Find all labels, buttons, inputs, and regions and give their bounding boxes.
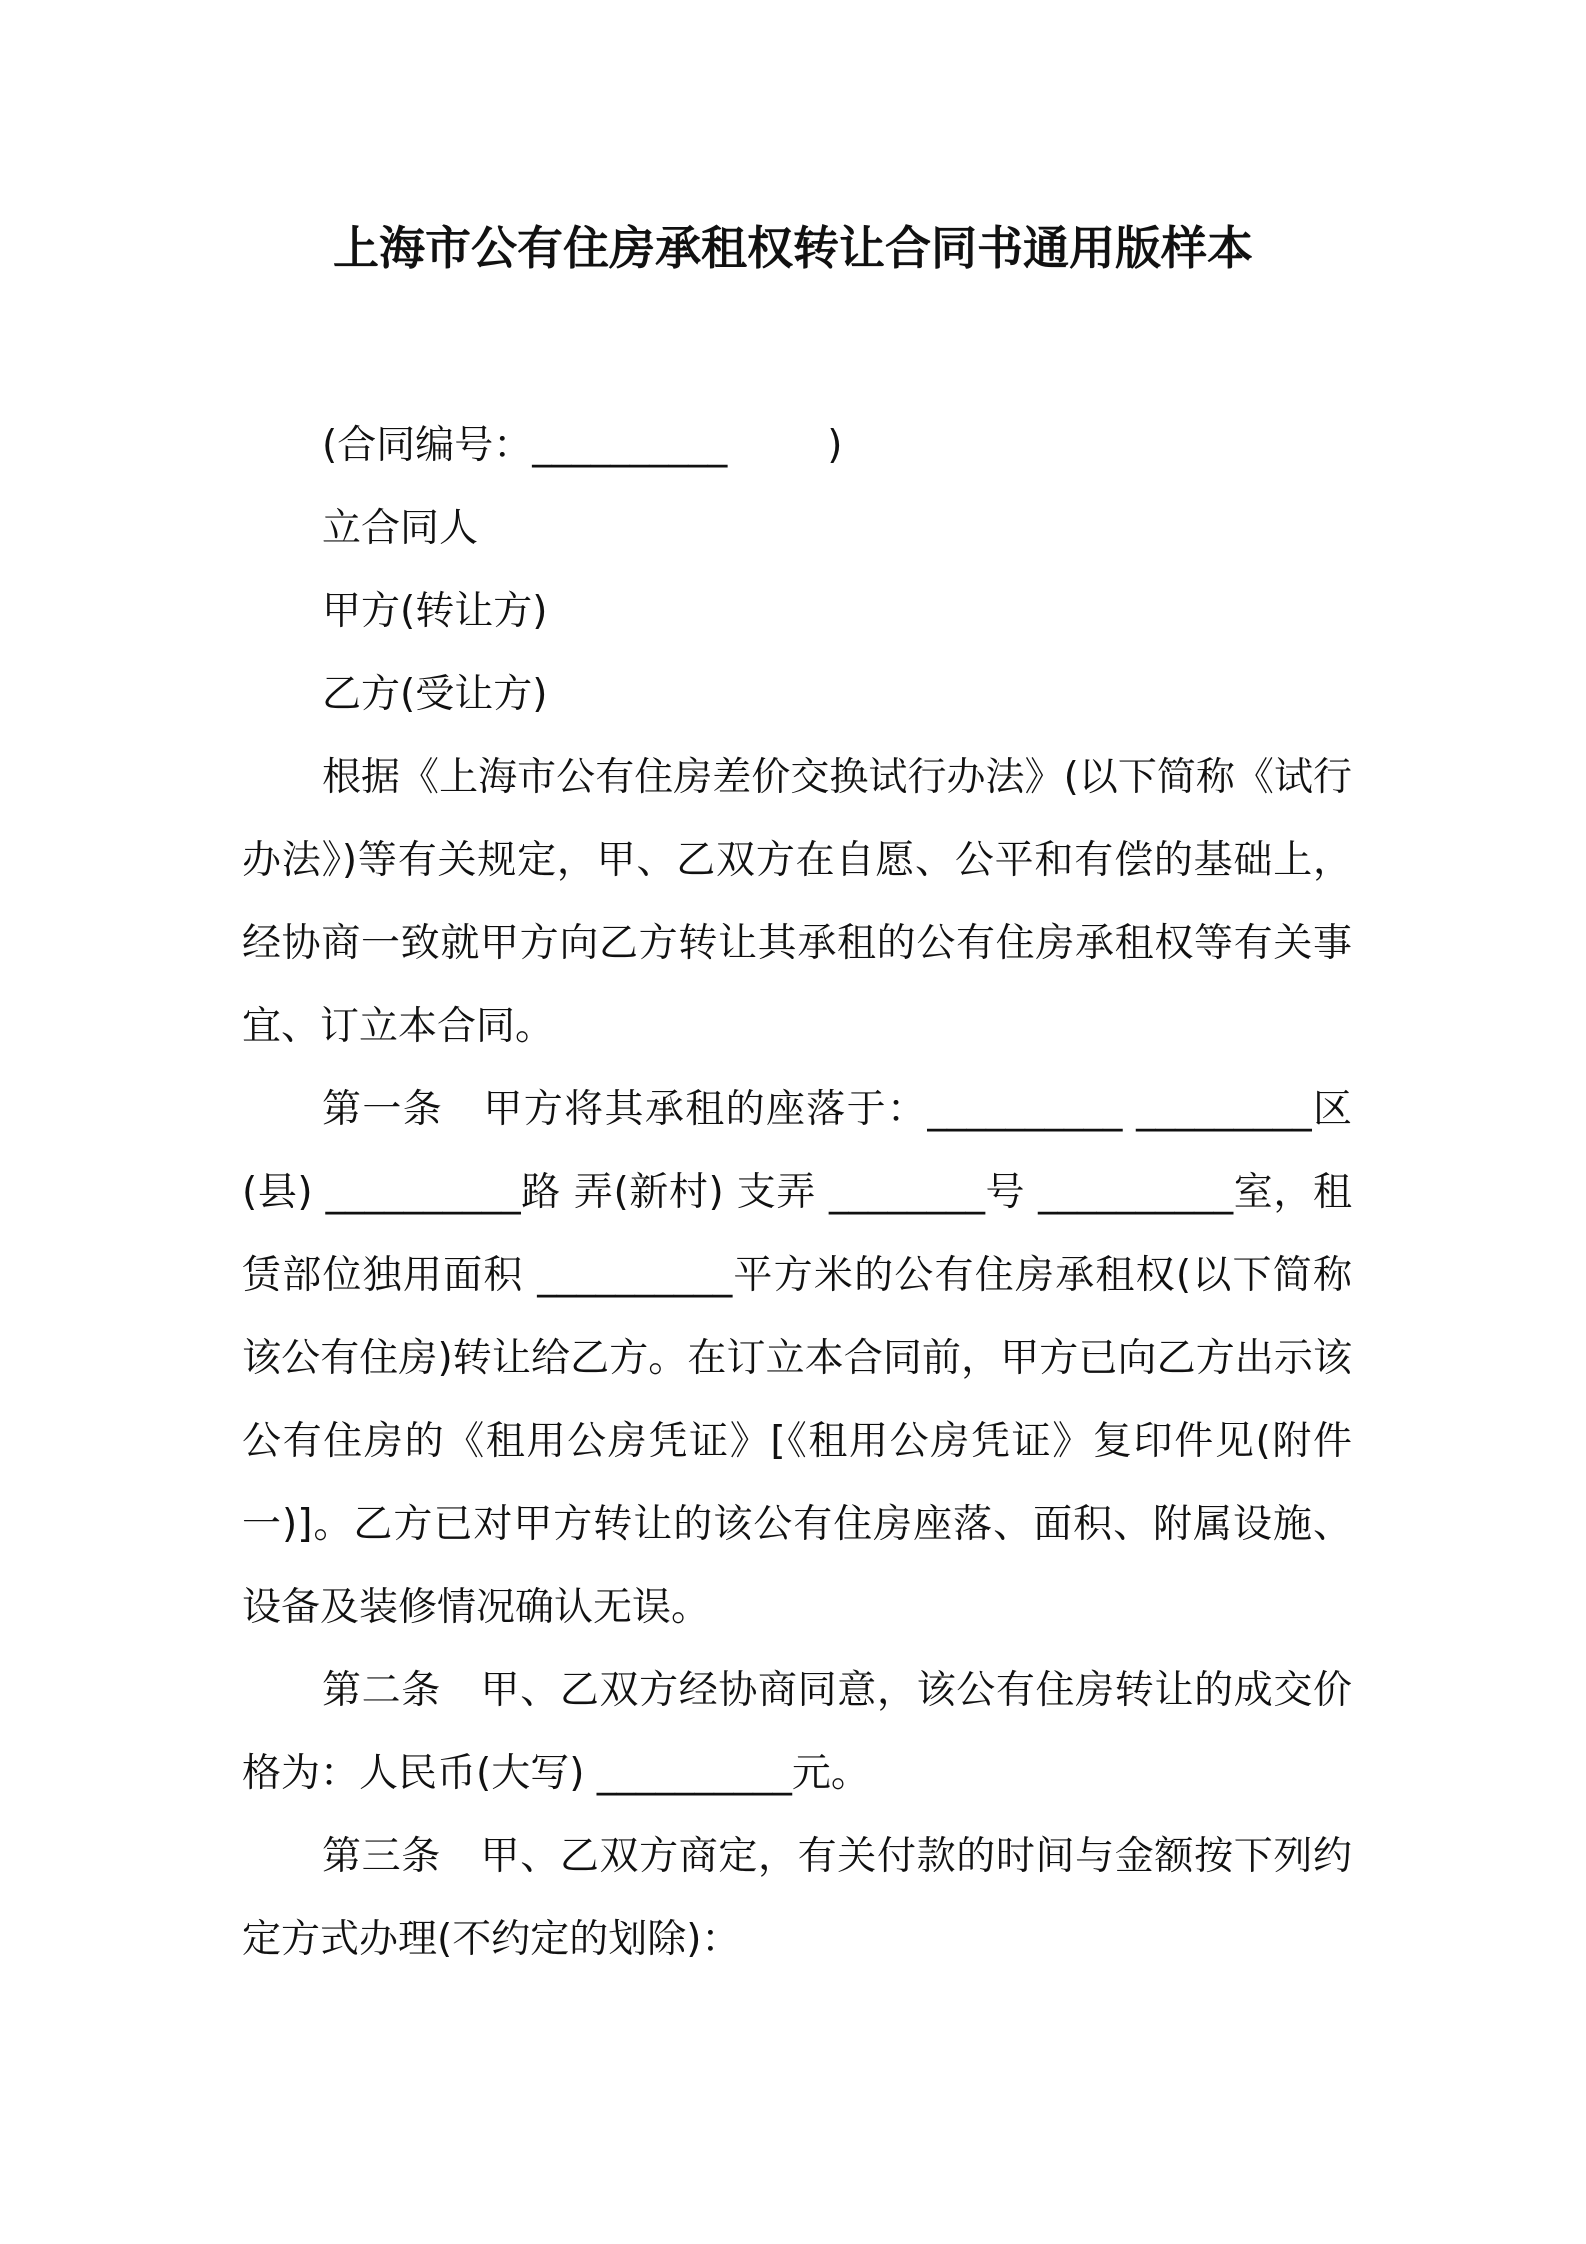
document-title: 上海市公有住房承租权转让合同书通用版样本: [333, 221, 1253, 275]
article-2-paragraph: 第二条 甲、乙双方经协商同意，该公有住房转让的成交价格为：人民币(大写) __________元。: [242, 1668, 1352, 1796]
contract-number-label: (合同编号：__________: [322, 423, 728, 468]
article-1-paragraph: 第一条 甲方将其承租的座落于：__________ _________区(县) __________路 弄(新村) 支弄 ________号 __________室，租赁部位独用面积 __________平方米的公有住房承租权(以下简称该公有住房)转让给乙方。在订立本合同前，甲方已向乙方出示该公有住房的《租用公房凭证》[《租用公房凭证》复印件见(附件一)]。乙方已对甲方转让的该公有住房座落、面积、附属设施、设备及装修情况确认无误。: [242, 1087, 1352, 1630]
document-body: [242, 404, 1352, 1981]
contract-number-close: ): [827, 423, 843, 468]
parties-heading: 立合同人: [322, 506, 479, 551]
article-3-paragraph: 第三条 甲、乙双方商定，有关付款的时间与金额按下列约定方式办理(不约定的划除)：: [242, 1834, 1352, 1962]
contract-number-line: [242, 404, 1352, 487]
party-b-line: 乙方(受让方): [322, 672, 548, 717]
preamble-paragraph: 根据《上海市公有住房差价交换试行办法》(以下简称《试行办法》)等有关规定，甲、乙双方在自愿、公平和有偿的基础上，经协商一致就甲方向乙方转让其承租的公有住房承租权等有关事宜、订立本合同。: [242, 755, 1352, 1049]
party-a-line: 甲方(转让方): [322, 589, 548, 634]
